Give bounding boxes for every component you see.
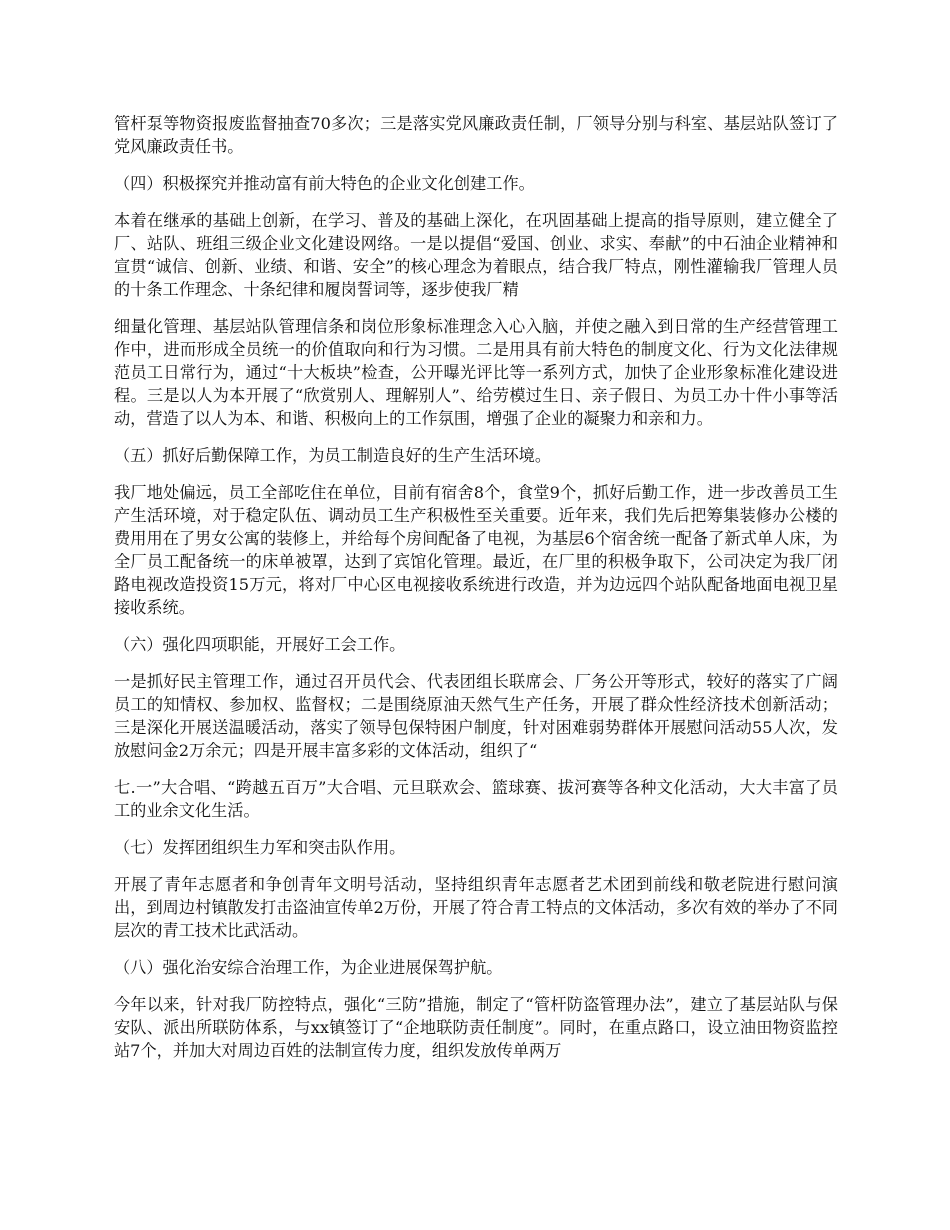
section-heading-8: （八）强化治安综合治理工作，为企业进展保驾护航。 (114, 958, 503, 977)
section-heading-5: （五）抓好后勤保障工作，为员工制造良好的生产生活环境。 (114, 446, 552, 465)
paragraph: 管杆泵等物资报废监督抽查70多次；三是落实党风廉政责任制，厂领导分别与科室、基层站队签订了党风廉政责任书。 (114, 114, 838, 156)
paragraph: 一是抓好民主管理工作，通过召开员代会、代表团组长联席会、厂务公开等形式，较好的落实了广阔员工的知情权、参加权、监督权；二是围绕原油天然气生产任务，开展了群众性经济技术创新活动；三是深化开展送温暖活动，落实了领导包保特困户制度，针对困难弱势群体开展慰问活动55人次，发放慰问金2万余元；四是开展丰富多彩的文体活动，组织了“ (114, 672, 838, 760)
paragraph: 开展了青年志愿者和争创青年文明号活动，坚持组织青年志愿者艺术团到前线和敬老院进行慰问演出，到周边村镇散发打击盗油宣传单2万份，开展了符合青工特点的文体活动，多次有效的举办了不同层次的青工技术比武活动。 (114, 875, 838, 940)
paragraph: 本着在继承的基础上创新，在学习、普及的基础上深化，在巩固基础上提高的指导原则，建立健全了厂、站队、班组三级企业文化建设网络。一是以提倡“爱国、创业、求实、奉献”的中石油企业精神和宣贯“诚信、创新、业绩、和谐、安全”的核心理念为着眼点，结合我厂特点，刚性灌输我厂管理人员的十条工作理念、十条纪律和履岗誓词等，逐步使我厂精 (114, 211, 838, 299)
paragraph: 今年以来，针对我厂防控特点，强化“三防”措施，制定了“管杆防盗管理办法”，建立了基层站队与保安队、派出所联防体系，与xx镇签订了“企地联防责任制度”。同时，在重点路口，设立油田物资监控站7个，并加大对周边百姓的法制宣传力度，组织发放传单两万 (114, 995, 838, 1060)
section-heading-4: （四）积极探究并推动富有前大特色的企业文化创建工作。 (114, 174, 535, 193)
paragraph: 七.一”大合唱、“跨越五百万”大合唱、元旦联欢会、篮球赛、拔河赛等各种文化活动，大大丰富了员工的业余文化生活。 (114, 778, 838, 820)
paragraph: 细量化管理、基层站队管理信条和岗位形象标准理念入心入脑，并使之融入到日常的生产经营管理工作中，进而形成全员统一的价值取向和行为习惯。二是用具有前大特色的制度文化、行为文化法律规范员工日常行为，通过“十大板块”检查，公开曝光评比等一系列方式，加快了企业形象标准化建设进程。三是以人为本开展了“欣赏别人、理解别人”、给劳模过生日、亲子假日、为员工办十件小事等活动，营造了以人为本、和谐、积极向上的工作氛围，增强了企业的凝聚力和亲和力。 (114, 317, 838, 428)
section-heading-7: （七）发挥团组织生力军和突击队作用。 (114, 838, 406, 857)
section-heading-6: （六）强化四项职能，开展好工会工作。 (114, 635, 406, 654)
document-body (114, 112, 838, 1076)
paragraph: 我厂地处偏远，员工全部吃住在单位，目前有宿舍8个，食堂9个，抓好后勤工作，进一步改善员工生产生活环境，对于稳定队伍、调动员工生产积极性至关重要。近年来，我们先后把筹集装修办公楼的费用用在了男女公寓的装修上，并给每个房间配备了电视，为基层6个宿舍统一配备了新式单人床，为全厂员工配备统一的床单被罩，达到了宾馆化管理。最近，在厂里的积极争取下，公司决定为我厂闭路电视改造投资15万元，将对厂中心区电视接收系统进行改造，并为边远四个站队配备地面电视卫星接收系统。 (114, 483, 838, 617)
